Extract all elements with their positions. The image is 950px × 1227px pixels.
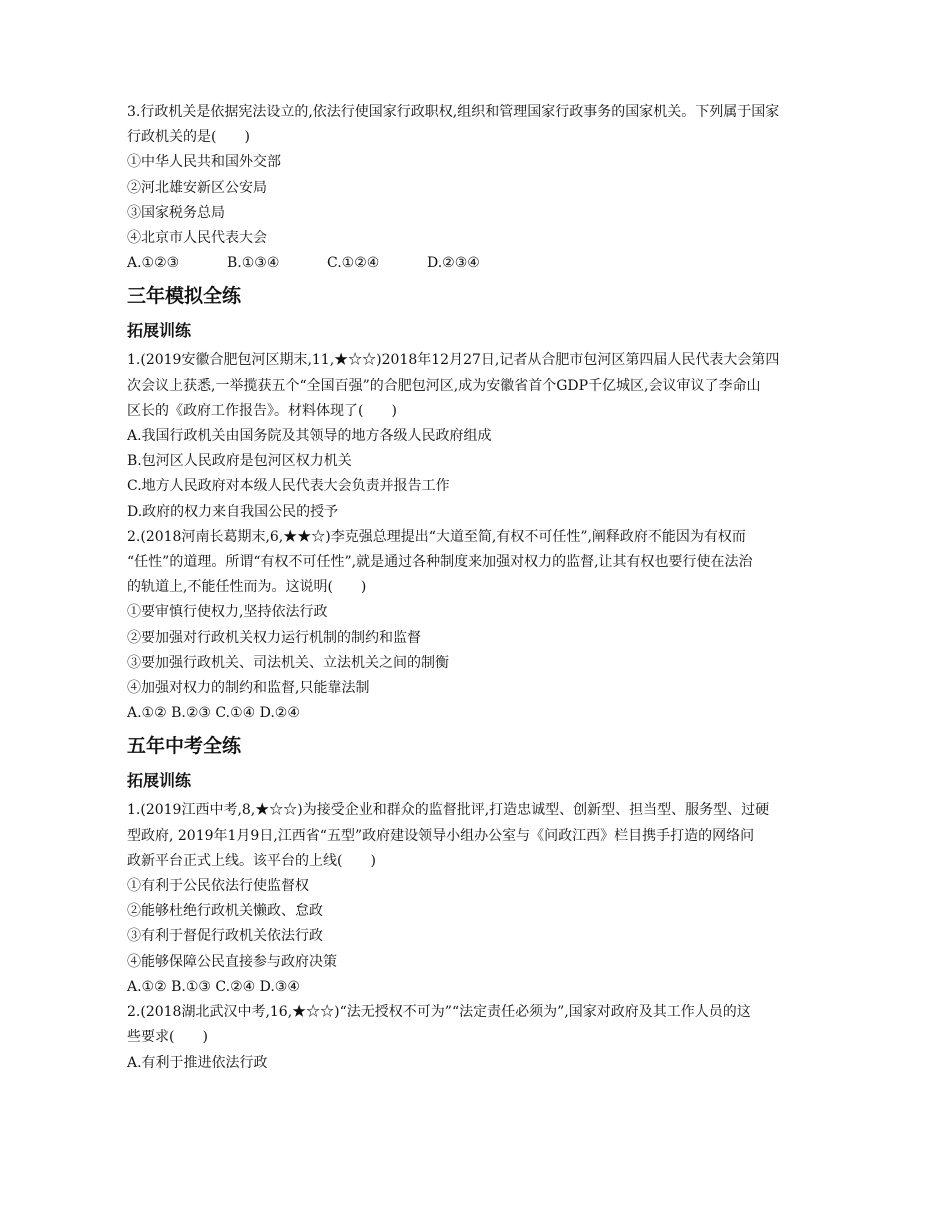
statement-item: ①要审慎行使权力,坚持依法行政: [127, 604, 328, 621]
section-title: 五年中考全练: [127, 735, 242, 758]
statement-item: ②能够杜绝行政机关懒政、怠政: [127, 903, 323, 920]
document-page: [127, 100, 827, 1076]
section-subtitle: 拓展训练: [127, 771, 192, 791]
statement-item: ③国家税务总局: [127, 204, 225, 221]
statement-item: ④加强对权力的制约和监督,只能靠法制: [127, 680, 370, 697]
statement-item: ②河北雄安新区公安局: [127, 179, 267, 196]
question-stem: 1.(2019江西中考,8,★☆☆)为接受企业和群众的监督批评,打造忠诚型、创新型、担当型、服务型、过硬: [127, 802, 770, 819]
answer-options: A.①② B.②③ C.①④ D.②④: [127, 705, 300, 722]
option-a: A.①②③: [127, 255, 180, 272]
question-stem: 行政机关的是( ): [127, 129, 250, 146]
option-b: B.①③④: [227, 255, 280, 272]
answer-options: [127, 251, 827, 276]
question-stem: “任性”的道理。所谓“有权不可任性”,就是通过各种制度来加强对权力的监督,让其有权也要行使在法治: [127, 554, 753, 571]
section1-question-2: [127, 525, 827, 727]
question-stem: 2.(2018河南长葛期末,6,★★☆)李克强总理提出“大道至简,有权不可任性”,阐释政府不能因为有权而: [127, 528, 746, 545]
option-b: B.包河区人民政府是包河区权力机关: [127, 453, 352, 470]
question-stem: 2.(2018湖北武汉中考,16,★☆☆)“法无授权不可为”“法定责任必须为”,国家对政府及其工作人员的这: [127, 1004, 751, 1021]
option-c: C.①②④: [327, 255, 380, 272]
section2-question-2: [127, 1000, 827, 1076]
statement-item: ③有利于督促行政机关依法行政: [127, 928, 323, 945]
question-stem: 3.行政机关是依据宪法设立的,依法行使国家行政职权,组织和管理国家行政事务的国家机关。下列属于国家: [127, 104, 780, 120]
question-3: [127, 100, 827, 276]
question-stem: 区长的《政府工作报告》。材料体现了( ): [127, 402, 397, 419]
question-stem: 1.(2019安徽合肥包河区期末,11,★☆☆)2018年12月27日,记者从合肥市包河区第四届人民代表大会第四: [127, 352, 780, 369]
question-stem: 政新平台正式上线。该平台的上线( ): [127, 852, 376, 869]
question-stem: 些要求( ): [127, 1029, 208, 1046]
statement-item: ②要加强对行政机关权力运行机制的制约和监督: [127, 629, 421, 646]
statement-item: ①中华人民共和国外交部: [127, 154, 281, 171]
answer-options: A.①② B.①③ C.②④ D.③④: [127, 978, 300, 995]
option-c: C.地方人民政府对本级人民代表大会负责并报告工作: [127, 478, 450, 495]
section-subtitle: 拓展训练: [127, 321, 192, 341]
question-stem: 次会议上获悉,一举揽获五个“全国百强”的合肥包河区,成为安徽省首个GDP千亿城区,会议审议了李命山: [127, 377, 761, 394]
statement-item: ①有利于公民依法行使监督权: [127, 878, 309, 895]
section2-question-1: [127, 798, 827, 1000]
section1-question-1: [127, 348, 827, 524]
statement-item: ④北京市人民代表大会: [127, 230, 267, 247]
question-stem: 的轨道上,不能任性而为。这说明( ): [127, 579, 367, 596]
statement-item: ③要加强行政机关、司法机关、立法机关之间的制衡: [127, 654, 449, 671]
section-title: 三年模拟全练: [127, 285, 242, 308]
option-a: A.有利于推进依法行政: [127, 1054, 268, 1071]
statement-item: ④能够保障公民直接参与政府决策: [127, 953, 337, 970]
option-a: A.我国行政机关由国务院及其领导的地方各级人民政府组成: [127, 428, 492, 445]
option-d: D.政府的权力来自我国公民的授予: [127, 503, 339, 520]
option-d: D.②③④: [427, 255, 480, 272]
question-stem: 型政府, 2019年1月9日,江西省“五型”政府建设领导小组办公室与《问政江西》栏目携手打造的网络问: [127, 827, 755, 844]
